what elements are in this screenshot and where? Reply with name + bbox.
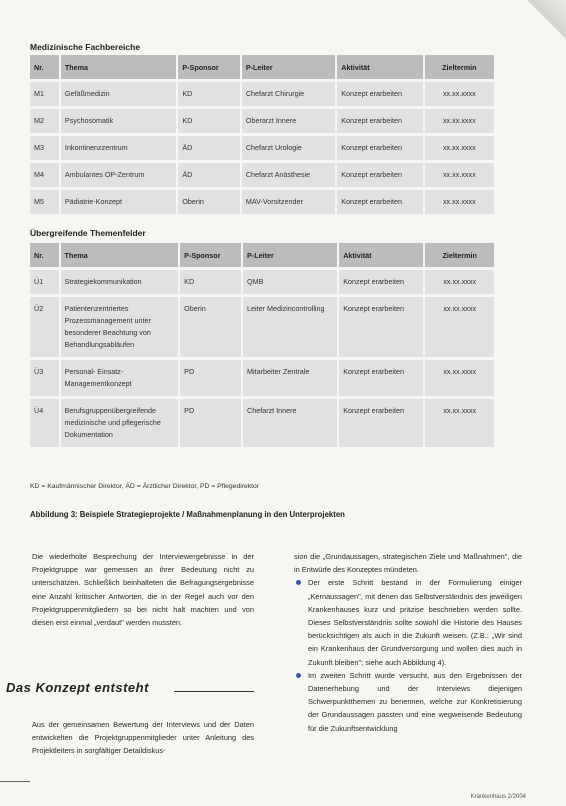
abbreviation-legend: KD = Kaufmännischer Direktor, ÄD = Ärztlicher Direktor, PD = Pflegedirektor <box>30 483 260 490</box>
cell-leiter: Oberarzt Innere <box>240 109 335 133</box>
cell-aktivitaet: Konzept erarbeiten <box>337 399 423 447</box>
cell-thema: Pädiatrie-Konzept <box>59 190 176 214</box>
cell-zieltermin: xx.xx.xxxx <box>423 136 494 160</box>
cell-nr: M3 <box>30 136 59 160</box>
cell-thema: Patientenzentriertes Prozessmanagement unter besonderer Beachtung von Behandlungsabläufen <box>59 297 179 357</box>
left-paragraph: Die wiederholte Besprechung der Interviewergebnisse in der Projektgruppe war gemessen an ihrer Bedeutung nicht zu unterschätzen. Schließlich beinhalteten die Befragungsergebnisse eine Anzahl kritischer Antworten, die in der Regel auch vor den Projektgruppenmitgliedern so bei nicht halt machten und von diesen erst einmal „verdaut" werden mussten. <box>32 552 254 628</box>
table-row <box>30 399 494 447</box>
bullet-item: Der erste Schritt bestand in der Formulierung einiger „Kernaussagen", mit denen das Selbstverständnis des jeweiligen Krankenhauses kurz und präzise beschrieben werden sollte. Dieses Selbstverständnis sollte sowohl die Historie des Hauses berücksichtigen als auch in die Zukunft weisen. (Z.B.: „Wir sind ein Krankenhaus der Grundversorgung und wollen dies auch in Zukunft bleiben"; siehe auch Abbildung 4). <box>294 576 522 668</box>
table-row <box>30 82 494 106</box>
cell-nr: M4 <box>30 163 59 187</box>
table-row <box>30 136 494 160</box>
cell-sponsor: KD <box>176 82 240 106</box>
col-thema-header: Thema <box>59 243 179 267</box>
cell-leiter: Chefarzt Innere <box>241 399 337 447</box>
right-intro: sion die „Grundaussagen, strategischen Ziele und Maßnahmen", die in Entwürfe des Konzeptes mündeten. <box>294 552 522 575</box>
medical-section-title: Medizinische Fachbereiche <box>30 42 141 52</box>
overarching-section-title: Übergreifende Themenfelder <box>30 228 146 238</box>
cell-aktivitaet: Konzept erarbeiten <box>335 163 422 187</box>
cell-nr: Ü1 <box>30 270 59 294</box>
cell-aktivitaet: Konzept erarbeiten <box>337 270 423 294</box>
overarching-table <box>30 240 494 450</box>
cell-sponsor: ÄD <box>176 136 240 160</box>
cell-nr: Ü2 <box>30 297 59 357</box>
table-row <box>30 190 494 214</box>
col-leiter-header: P-Leiter <box>241 243 337 267</box>
cell-thema: Strategiekommunikation <box>59 270 179 294</box>
col-zieltermin-header: Zieltermin <box>423 243 494 267</box>
cell-thema: Psychosomatik <box>59 109 176 133</box>
cell-nr: Ü4 <box>30 399 59 447</box>
table-header-row <box>30 55 494 79</box>
col-aktivitaet-header: Aktivität <box>335 55 422 79</box>
cell-leiter: Chefarzt Chirurgie <box>240 82 335 106</box>
section-heading: Das Konzept entsteht <box>6 680 149 695</box>
cell-leiter: Chefarzt Urologie <box>240 136 335 160</box>
cell-thema: Inkontinenzzentrum <box>59 136 176 160</box>
cell-leiter: MAV-Vorsitzender <box>240 190 335 214</box>
cell-sponsor: Oberin <box>176 190 240 214</box>
cell-nr: Ü3 <box>30 360 59 396</box>
table-row <box>30 360 494 396</box>
cell-leiter: Mitarbeiter Zentrale <box>241 360 337 396</box>
cell-zieltermin: xx.xx.xxxx <box>423 297 494 357</box>
col-sponsor-header: P-Sponsor <box>176 55 240 79</box>
cell-thema: Ambulantes OP-Zentrum <box>59 163 176 187</box>
cell-thema: Personal- Einsatz-Managementkonzept <box>59 360 179 396</box>
col-aktivitaet-header: Aktivität <box>337 243 423 267</box>
figure-caption: Abbildung 3: Beispiele Strategieprojekte / Maßnahmenplanung in den Unterprojekten <box>30 510 345 519</box>
cell-zieltermin: xx.xx.xxxx <box>423 163 494 187</box>
cell-zieltermin: xx.xx.xxxx <box>423 82 494 106</box>
cell-sponsor: Oberin <box>178 297 241 357</box>
cell-nr: M2 <box>30 109 59 133</box>
col-zieltermin-header: Zieltermin <box>423 55 494 79</box>
cell-leiter: QMB <box>241 270 337 294</box>
table-header-row <box>30 243 494 267</box>
col-thema-header: Thema <box>59 55 176 79</box>
cell-sponsor: PD <box>178 399 241 447</box>
cell-aktivitaet: Konzept erarbeiten <box>337 360 423 396</box>
cell-zieltermin: xx.xx.xxxx <box>423 190 494 214</box>
cell-zieltermin: xx.xx.xxxx <box>423 360 494 396</box>
cell-sponsor: KD <box>176 109 240 133</box>
table-row <box>30 270 494 294</box>
left-paragraph-2: Aus der gemeinsamen Bewertung der Interviews und der Daten entwickelten die Projektgruppenmitglieder unter Anleitung des Projektleiters in sorgfältiger Detaildiskus- <box>32 720 254 756</box>
cell-thema: Berufsgruppenübergreifende medizinische und pflegerische Dokumentation <box>59 399 179 447</box>
cell-leiter: Chefarzt Anästhesie <box>240 163 335 187</box>
bullet-list <box>294 576 522 734</box>
heading-rule <box>174 691 254 692</box>
scan-edge-line <box>0 781 30 782</box>
cell-sponsor: ÄD <box>176 163 240 187</box>
cell-zieltermin: xx.xx.xxxx <box>423 109 494 133</box>
cell-leiter: Leiter Medizincontrolling <box>241 297 337 357</box>
cell-aktivitaet: Konzept erarbeiten <box>335 190 422 214</box>
cell-sponsor: KD <box>178 270 241 294</box>
cell-aktivitaet: Konzept erarbeiten <box>335 136 422 160</box>
cell-thema: Gefäßmedizin <box>59 82 176 106</box>
cell-zieltermin: xx.xx.xxxx <box>423 399 494 447</box>
cell-zieltermin: xx.xx.xxxx <box>423 270 494 294</box>
cell-sponsor: PD <box>178 360 241 396</box>
cell-aktivitaet: Konzept erarbeiten <box>335 82 422 106</box>
page-corner-fold <box>526 0 566 40</box>
table-row <box>30 109 494 133</box>
col-leiter-header: P-Leiter <box>240 55 335 79</box>
col-nr-header: Nr. <box>30 55 59 79</box>
right-column <box>294 550 522 735</box>
cell-aktivitaet: Konzept erarbeiten <box>337 297 423 357</box>
col-sponsor-header: P-Sponsor <box>178 243 241 267</box>
table-row <box>30 163 494 187</box>
table-row <box>30 297 494 357</box>
page-footer: Krankenhaus 2/2004 <box>470 794 526 800</box>
cell-aktivitaet: Konzept erarbeiten <box>335 109 422 133</box>
medical-table <box>30 52 494 217</box>
bullet-item: Im zweiten Schritt wurde versucht, aus den Ergebnissen der Datenerhebung und der Interviews diejenigen Schwerpunktthemen zu benennen, welche zur Konkretisierung der Grundaussagen passten und eine wegweisende Bedeutung für die Zukunftsentwicklung <box>294 669 522 735</box>
cell-nr: M1 <box>30 82 59 106</box>
cell-nr: M5 <box>30 190 59 214</box>
col-nr-header: Nr. <box>30 243 59 267</box>
